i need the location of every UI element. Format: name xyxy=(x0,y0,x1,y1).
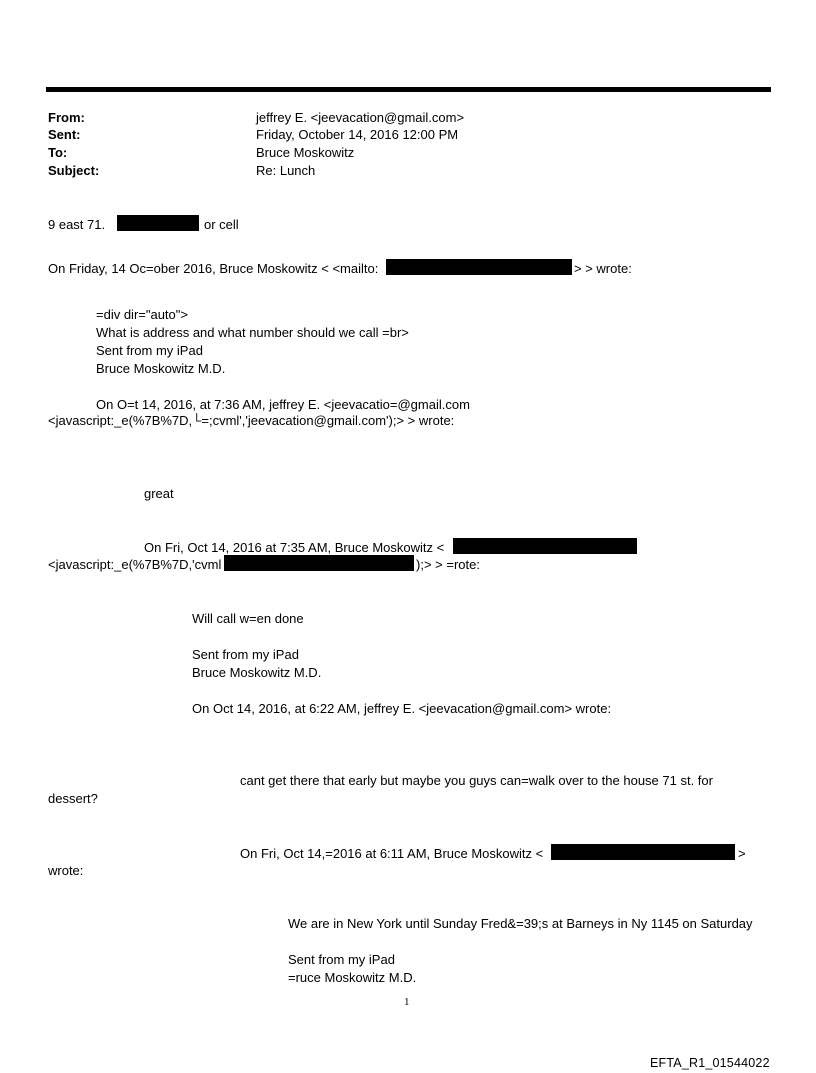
sent-value: Friday, October 14, 2016 12:00 PM xyxy=(256,127,459,142)
quote-line: <javascript:_e(%7B%7D,'cvml xyxy=(48,557,222,572)
redaction-box xyxy=(453,538,637,554)
page-number: 1 xyxy=(404,996,410,1008)
redaction-box xyxy=(551,844,735,860)
quote-line: On O=t 14, 2016, at 7:36 AM, jeffrey E. <jeevacatio=@gmail.com xyxy=(96,397,470,412)
quote-line: cant get there that early but maybe you guys can=walk over to the house 71 st. for xyxy=(240,773,713,788)
quote-line: wrote: xyxy=(48,863,84,878)
body-line-address: 9 east 71. xyxy=(48,217,106,232)
subject-value: Re: Lunch xyxy=(256,163,316,178)
quote-intro-line: On Friday, 14 Oc=ober 2016, Bruce Moskowitz < <mailto: xyxy=(48,261,379,276)
quote-line: Sent from my iPad xyxy=(288,952,395,967)
body-line-cell: or cell xyxy=(204,217,239,232)
redaction-box xyxy=(117,215,199,231)
redaction-box xyxy=(224,555,414,571)
to-value: Bruce Moskowitz xyxy=(256,145,355,160)
quote-line: On Fri, Oct 14,=2016 at 6:11 AM, Bruce Moskowitz < xyxy=(240,846,544,861)
bates-number: EFTA_R1_01544022 xyxy=(650,1056,770,1070)
quote-line: dessert? xyxy=(48,791,98,806)
from-label: From: xyxy=(48,110,85,125)
quote-line: <javascript:_e(%7B%7D,└=;cvml','jeevacation@gmail.com');> > wrote: xyxy=(48,413,455,428)
from-value: jeffrey E. <jeevacation@gmail.com> xyxy=(256,110,465,125)
quote-line: );> > =rote: xyxy=(416,557,480,572)
header-rule xyxy=(46,87,771,92)
subject-label: Subject: xyxy=(48,163,100,178)
quote-line: We are in New York until Sunday Fred&=39;s at Barneys in Ny 1145 on Saturday xyxy=(288,916,753,931)
redaction-box xyxy=(386,259,572,275)
quote-line: Sent from my iPad xyxy=(192,647,299,662)
quote-intro-wrote: > > wrote: xyxy=(574,261,632,276)
quote-line: Will call w=en done xyxy=(192,611,304,626)
quote-line: On Oct 14, 2016, at 6:22 AM, jeffrey E. <jeevacation@gmail.com> wrote: xyxy=(192,701,612,716)
quote-line: On Fri, Oct 14, 2016 at 7:35 AM, Bruce Moskowitz < xyxy=(144,540,445,555)
quote-line: =div dir="auto"> xyxy=(96,307,188,322)
quote-line: What is address and what number should we call =br> xyxy=(96,325,409,340)
to-label: To: xyxy=(48,145,68,160)
quote-line: =ruce Moskowitz M.D. xyxy=(288,970,417,985)
quote-line: Bruce Moskowitz M.D. xyxy=(192,665,322,680)
quote-line: Sent from my iPad xyxy=(96,343,203,358)
quote-line: > xyxy=(738,846,746,861)
quote-line: great xyxy=(144,486,174,501)
quote-line: Bruce Moskowitz M.D. xyxy=(96,361,226,376)
sent-label: Sent: xyxy=(48,127,81,142)
